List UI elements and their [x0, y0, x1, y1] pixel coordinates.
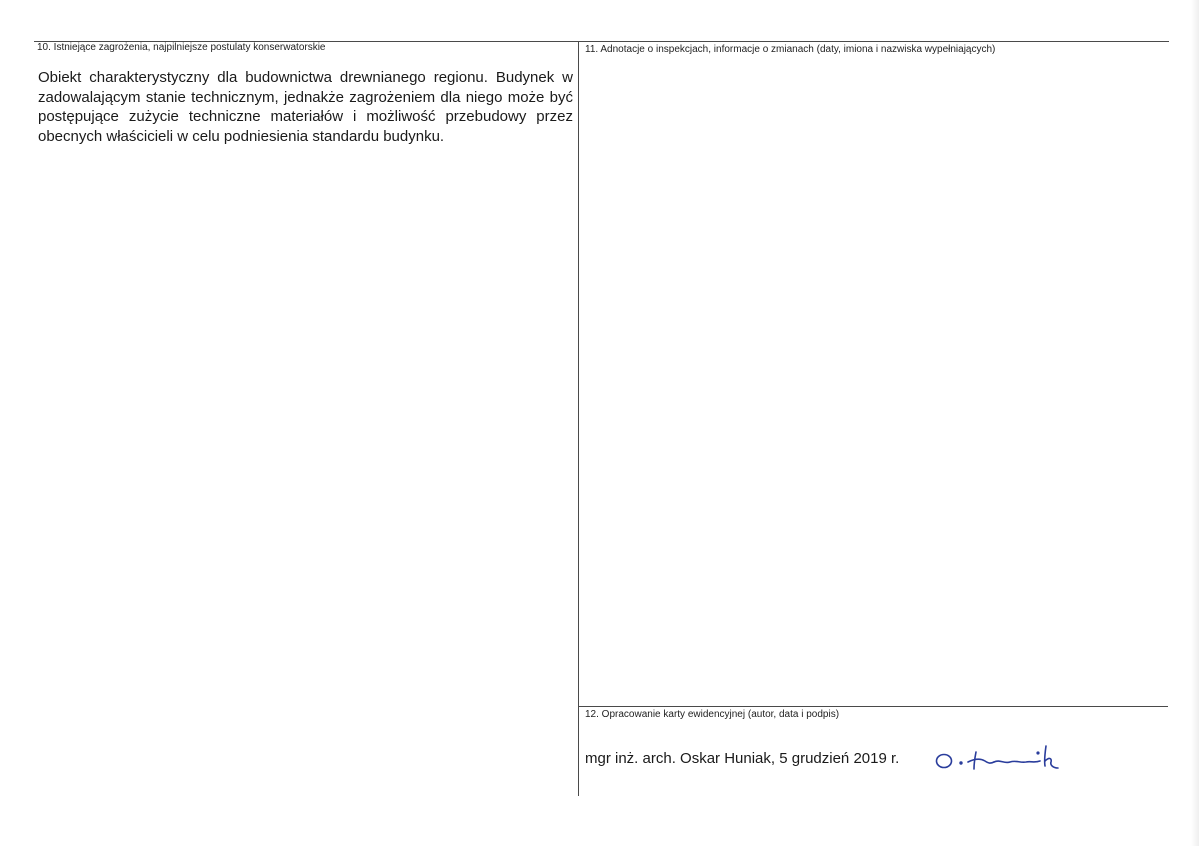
section-11-label: 11. Adnotacje o inspekcjach, informacje o zmianach (daty, imiona i nazwiska wypełniających)	[585, 44, 996, 55]
scan-edge	[1191, 0, 1199, 846]
column-divider	[578, 41, 579, 796]
handwritten-signature	[928, 740, 1078, 780]
section-10-text: Obiekt charakterystyczny dla budownictwa drewnianego regionu. Budynek w zadowalającym stanie technicznym, jednakże zagrożeniem dla niego może być postępujące zużycie techniczne materiałów i możliwość przebudowy przez obecnych właścicieli w celu podniesienia standardu budynku.	[38, 69, 573, 145]
author-line: mgr inż. arch. Oskar Huniak, 5 grudzień 2019 r.	[585, 750, 900, 767]
section-10-label: 10. Istniejące zagrożenia, najpilniejsze postulaty konserwatorskie	[37, 42, 326, 53]
section-12-label: 12. Opracowanie karty ewidencyjnej (autor, data i podpis)	[585, 709, 840, 720]
section-12-rule	[578, 706, 1168, 707]
